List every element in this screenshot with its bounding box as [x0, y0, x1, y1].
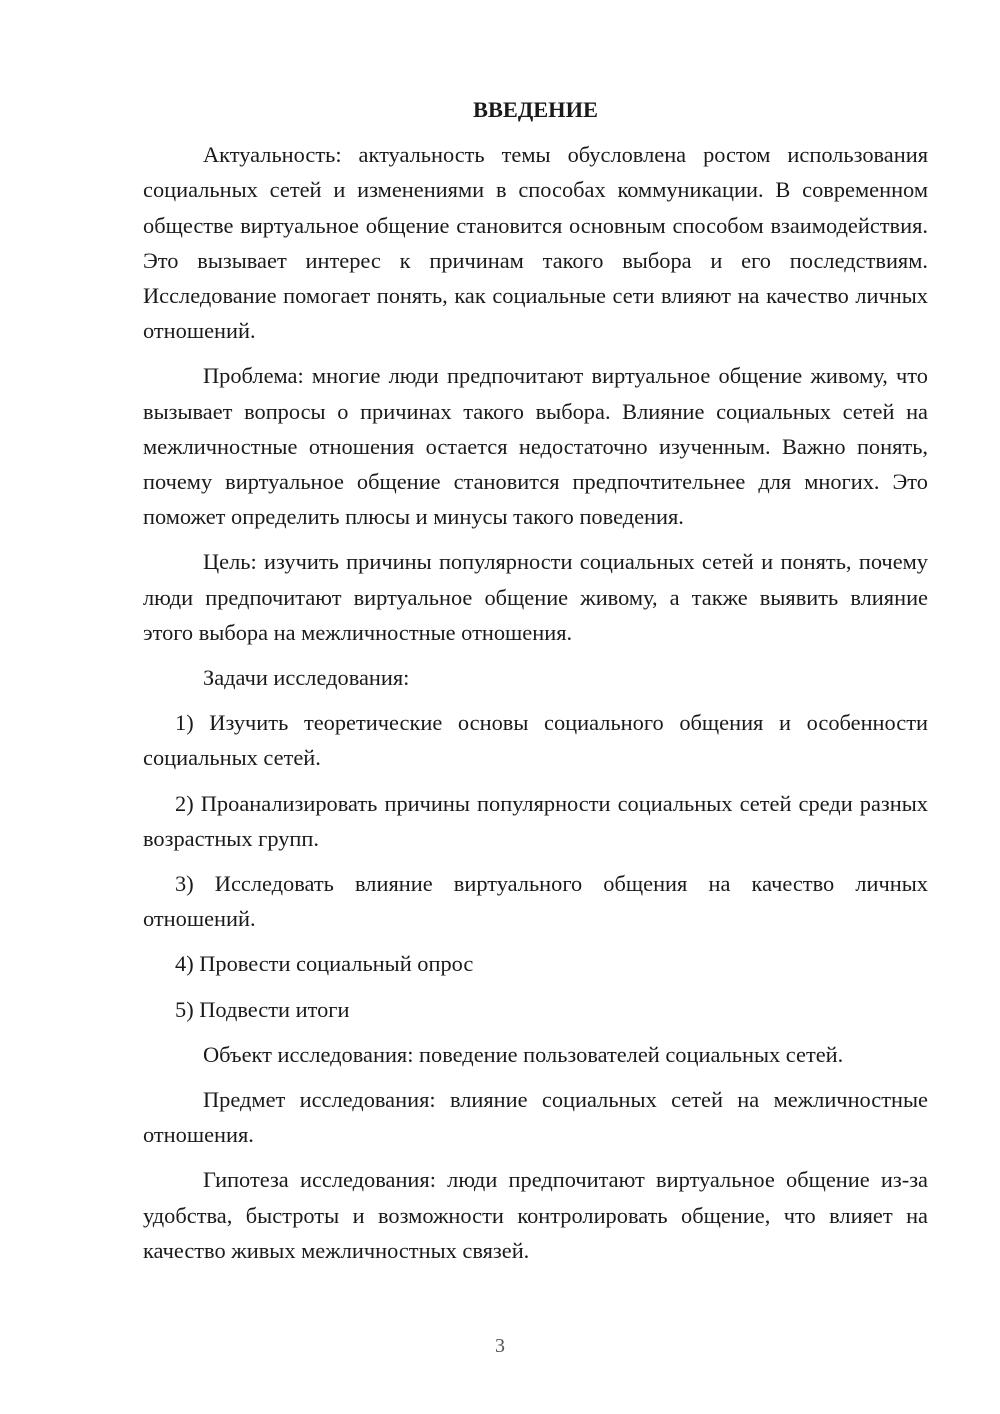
- relevance-paragraph: Актуальность: актуальность темы обусловлена ростом использования социальных сетей и изменениями в способах коммуникации. В современном обществе виртуальное общение становится основным способом взаимодействия. Это вызывает интерес к причинам такого выбора и его последствиям. Исследование помогает понять, как социальные сети влияют на качество личных отношений.: [143, 142, 928, 344]
- page-number: 3: [495, 1335, 505, 1357]
- task-item: 1) Изучить теоретические основы социального общения и особенности социальных сетей.: [143, 710, 928, 771]
- object-paragraph: Объект исследования: поведение пользователей социальных сетей.: [203, 1041, 844, 1067]
- task-item: 4) Провести социальный опрос: [175, 951, 474, 977]
- task-item: 5) Подвести итоги: [175, 996, 350, 1022]
- problem-paragraph: Проблема: многие люди предпочитают виртуальное общение живому, что вызывает вопросы о причинах такого выбора. Влияние социальных сетей на межличностные отношения остается недостаточно изученным. Важно понять, почему виртуальное общение становится предпочтительнее для многих. Это поможет определить плюсы и минусы такого поведения.: [143, 363, 928, 530]
- document-title: ВВЕДЕНИЕ: [473, 97, 598, 122]
- task-item: 2) Проанализировать причины популярности социальных сетей среди разных возрастных групп.: [143, 790, 928, 851]
- goal-paragraph: Цель: изучить причины популярности социальных сетей и понять, почему люди предпочитают виртуальное общение живому, а также выявить влияние этого выбора на межличностные отношения.: [143, 549, 928, 645]
- task-item: 3) Исследовать влияние виртуального общения на качество личных отношений.: [143, 871, 928, 932]
- subject-paragraph: Предмет исследования: влияние социальных сетей на межличностные отношения.: [143, 1087, 928, 1148]
- document-page: [143, 92, 928, 1278]
- hypothesis-paragraph: Гипотеза исследования: люди предпочитают виртуальное общение из-за удобства, быстроты и возможности контролировать общение, что влияет на качество живых межличностных связей.: [143, 1167, 928, 1263]
- tasks-heading: Задачи исследования:: [203, 665, 410, 691]
